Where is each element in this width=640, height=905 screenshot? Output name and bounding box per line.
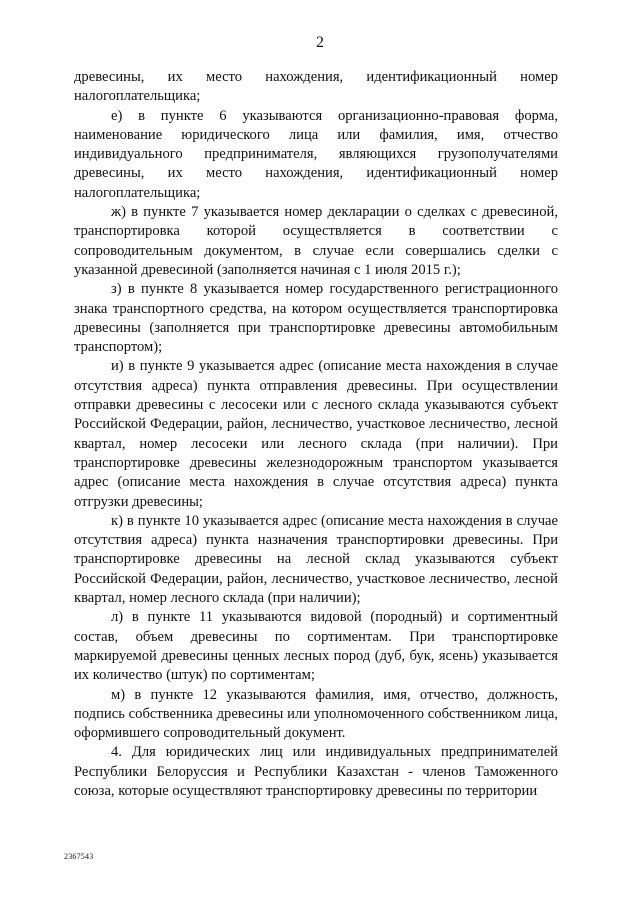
paragraph-section-4: 4. Для юридических лиц или индивидуальных предпринимателей Республики Белоруссия и Республики Казахстан - членов Таможенного союза, которые осуществляют транспортировку древесины по территории	[74, 744, 558, 799]
paragraph-item-zh: ж) в пункте 7 указывается номер декларации о сделках с древесиной, транспортировка которой осуществляется в соответствии с сопроводительным документом, в случае если совершались сделки с указанной древесиной (заполняется начиная с 1 июля 2015 г.);	[74, 204, 558, 278]
paragraph-item-l: л) в пункте 11 указываются видовой (породный) и сортиментный состав, объем древесины по сортиментам. При транспортировке маркируемой древесины ценных лесных пород (дуб, бук, ясень) указывается их количество (штук) по сортиментам;	[74, 609, 558, 684]
paragraph-item-i: и) в пункте 9 указывается адрес (описание места нахождения в случае отсутствия адреса) пункта отправления древесины. При осуществлении отправки древесины с лесосеки или с лесного склада указываются субъект Российской Федерации, район, лесничество, участковое лесничество, лесной квартал, номер лесосеки или лесного склада (при наличии). При транспортировке древесины железнодорожным транспортом указывается адрес (описание места нахождения в случае отсутствия адреса) пункта отгрузки древесины;	[74, 358, 558, 510]
paragraph-item-z: з) в пункте 8 указывается номер государственного регистрационного знака транспортного средства, на котором осуществляется транспортировка древесины (заполняется при транспортировке древесины автомобильным транспортом);	[74, 281, 558, 356]
paragraph-continued: древесины, их место нахождения, идентификационный номер налогоплательщика;	[74, 69, 558, 105]
paragraph-item-m: м) в пункте 12 указываются фамилия, имя, отчество, должность, подпись собственника древесины или уполномоченного собственником лица, оформившего сопроводительный документ.	[74, 686, 558, 742]
document-body	[74, 68, 558, 801]
page-number: 2	[316, 34, 324, 51]
paragraph-item-k: к) в пункте 10 указывается адрес (описание места нахождения в случае отсутствия адреса) пункта назначения транспортировки древесины. При транспортировке древесины на лесной склад указываются субъект Российской Федерации, район, лесничество, участковое лесничество, лесной квартал, номер лесного склада (при наличии);	[74, 512, 558, 607]
paragraph-item-e: е) в пункте 6 указываются организационно-правовая форма, наименование юридического лица или фамилия, имя, отчество индивидуального предпринимателя, являющихся грузополучателями древесины, их место нахождения, идентификационный номер налогоплательщика;	[74, 107, 558, 201]
document-code: 2367543	[64, 852, 94, 861]
